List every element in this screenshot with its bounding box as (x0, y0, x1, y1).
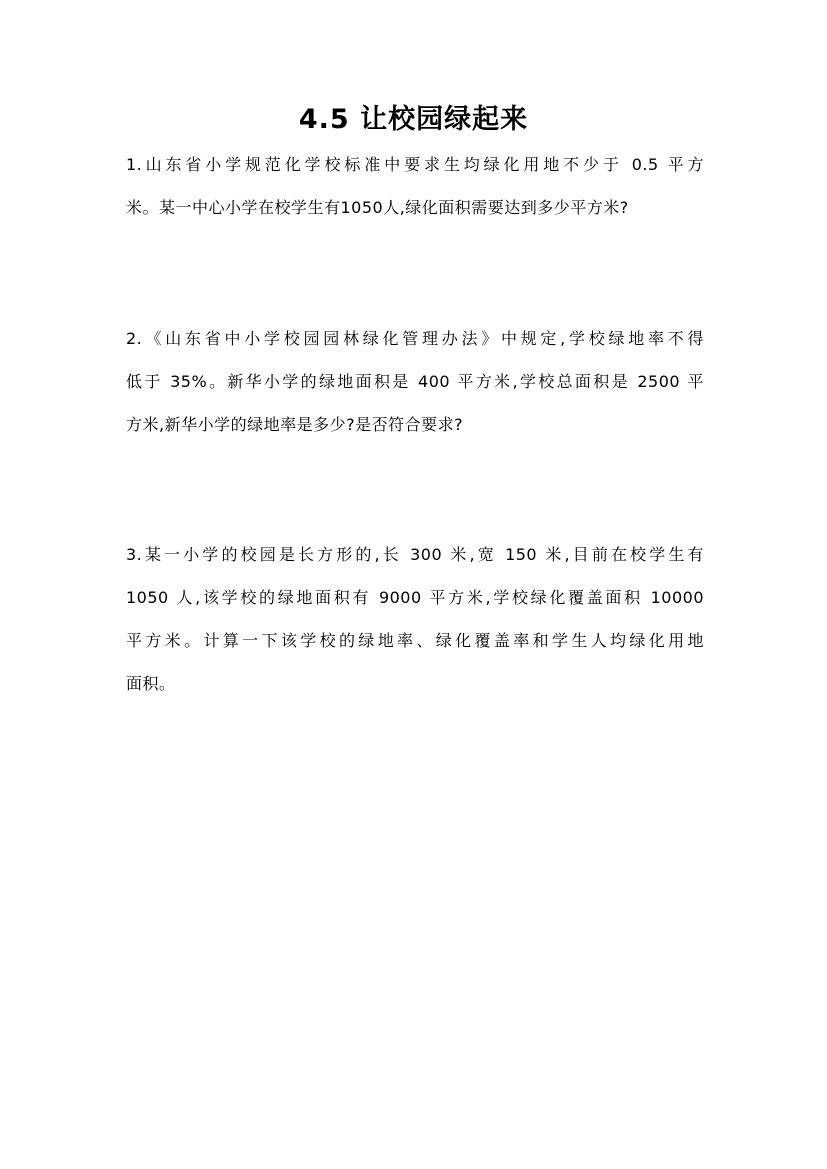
page-title: 4.5 让校园绿起来 (298, 104, 529, 135)
question-1-line-1: 1.山东省小学规范化学校标准中要求生均绿化用地不少于 0.5 平方 (126, 155, 704, 174)
question-2 (126, 317, 704, 446)
question-3-line-4: 面积。 (126, 674, 176, 693)
question-2-line-1: 2.《山东省中小学校园园林绿化管理办法》中规定,学校绿地率不得 (126, 329, 704, 348)
question-1 (126, 143, 704, 229)
question-3-line-2: 1050 人,该学校的绿地面积有 9000 平方米,学校绿化覆盖面积 10000 (126, 588, 704, 607)
question-2-line-2: 低于 35%。新华小学的绿地面积是 400 平方米,学校总面积是 2500 平 (126, 372, 704, 391)
question-3 (126, 533, 704, 705)
question-3-line-1: 3.某一小学的校园是长方形的,长 300 米,宽 150 米,目前在校学生有 (126, 545, 704, 564)
question-1-line-2: 米。某一中心小学在校学生有1050人,绿化面积需要达到多少平方米? (126, 198, 629, 217)
question-3-line-3: 平方米。计算一下该学校的绿地率、绿化覆盖率和学生人均绿化用地 (126, 631, 704, 650)
question-2-line-3: 方米,新华小学的绿地率是多少?是否符合要求? (126, 415, 464, 434)
